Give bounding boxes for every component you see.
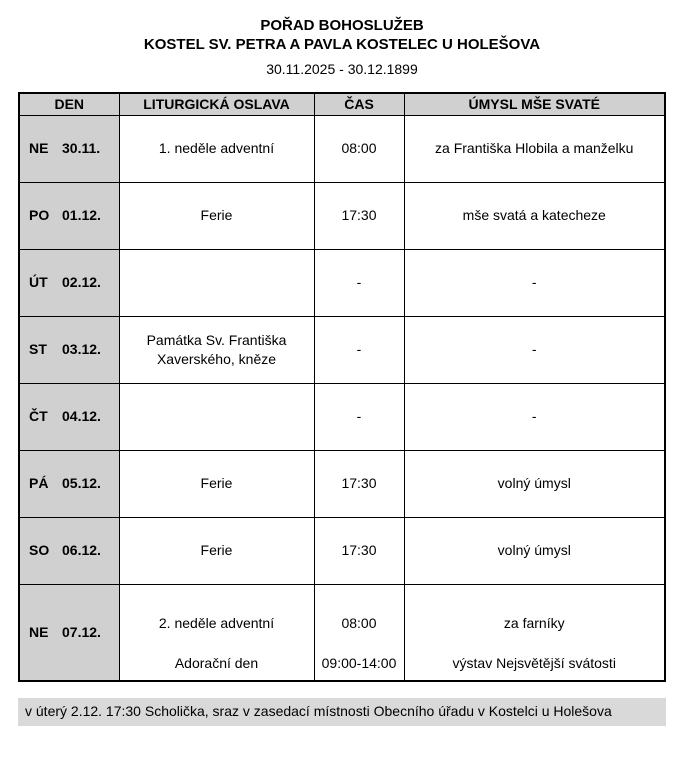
day-date: 01.12.	[62, 207, 101, 223]
celebration-cell: Ferie	[119, 450, 314, 517]
day-abbr: SO	[29, 542, 50, 558]
celebration-cell	[119, 584, 314, 681]
day-date: 02.12.	[62, 274, 101, 290]
document-header	[0, 0, 684, 77]
intention-cell: mše svatá a katecheze	[404, 182, 665, 249]
day-cell	[19, 584, 119, 681]
intention-line-2: výstav Nejsvětější svátosti	[452, 654, 616, 671]
day-abbr: NE	[29, 140, 49, 156]
time-line-2: 09:00-14:00	[321, 654, 397, 671]
table-row	[19, 517, 665, 584]
intention-cell	[404, 584, 665, 681]
celebration-cell: Památka Sv. Františka Xaverského, kněze	[119, 316, 314, 383]
day-date: 07.12.	[62, 623, 101, 640]
celebration-cell: Ferie	[119, 182, 314, 249]
time-cell: -	[314, 316, 404, 383]
time-line-1: 08:00	[341, 614, 377, 631]
column-header-liturgicka-oslava: LITURGICKÁ OSLAVA	[119, 93, 314, 115]
day-cell	[19, 383, 119, 450]
day-cell	[19, 450, 119, 517]
day-date: 03.12.	[62, 341, 101, 357]
table-row	[19, 316, 665, 383]
time-cell: -	[314, 249, 404, 316]
celebration-cell: Ferie	[119, 517, 314, 584]
day-date: 05.12.	[62, 475, 101, 491]
time-cell: -	[314, 383, 404, 450]
intention-cell: -	[404, 249, 665, 316]
day-cell	[19, 182, 119, 249]
day-cell	[19, 316, 119, 383]
footer-note: v úterý 2.12. 17:30 Scholička, sraz v zasedací místnosti Obecního úřadu v Kostelci u Holešova	[18, 698, 666, 726]
time-cell: 08:00	[314, 115, 404, 182]
time-cell: 17:30	[314, 450, 404, 517]
day-abbr: ST	[29, 341, 47, 357]
celebration-cell	[119, 249, 314, 316]
celebration-line-2: Adorační den	[174, 654, 259, 671]
time-cell	[314, 584, 404, 681]
intention-cell: -	[404, 383, 665, 450]
table-row	[19, 182, 665, 249]
day-abbr: NE	[29, 623, 49, 640]
day-date: 30.11.	[62, 140, 101, 156]
celebration-line-1: 2. neděle adventní	[158, 614, 275, 631]
column-header-cas: ČAS	[314, 93, 404, 115]
day-abbr: ÚT	[29, 274, 48, 290]
intention-cell: volný úmysl	[404, 450, 665, 517]
schedule-table	[18, 92, 666, 682]
time-cell: 17:30	[314, 182, 404, 249]
church-name: KOSTEL SV. PETRA A PAVLA KOSTELEC U HOLEŠOVA	[143, 36, 541, 53]
day-cell	[19, 249, 119, 316]
table-row	[19, 115, 665, 182]
table-row	[19, 249, 665, 316]
day-date: 06.12.	[62, 542, 101, 558]
day-abbr: ČT	[29, 408, 48, 424]
table-row	[19, 383, 665, 450]
day-date: 04.12.	[62, 408, 101, 424]
document-title: POŘAD BOHOSLUŽEB	[260, 17, 424, 34]
celebration-cell	[119, 383, 314, 450]
day-cell	[19, 517, 119, 584]
intention-cell: volný úmysl	[404, 517, 665, 584]
intention-line-1: za farníky	[503, 614, 565, 631]
column-header-umysl: ÚMYSL MŠE SVATÉ	[404, 93, 665, 115]
table-header-row	[19, 93, 665, 115]
day-abbr: PO	[29, 207, 50, 223]
day-abbr: PÁ	[29, 475, 49, 491]
time-cell: 17:30	[314, 517, 404, 584]
intention-cell: -	[404, 316, 665, 383]
date-range: 30.11.2025 - 30.12.1899	[266, 61, 418, 77]
table-row	[19, 450, 665, 517]
column-header-den: DEN	[19, 93, 119, 115]
table-row	[19, 584, 665, 681]
day-cell	[19, 115, 119, 182]
celebration-cell: 1. neděle adventní	[119, 115, 314, 182]
intention-cell: za Františka Hlobila a manželku	[404, 115, 665, 182]
